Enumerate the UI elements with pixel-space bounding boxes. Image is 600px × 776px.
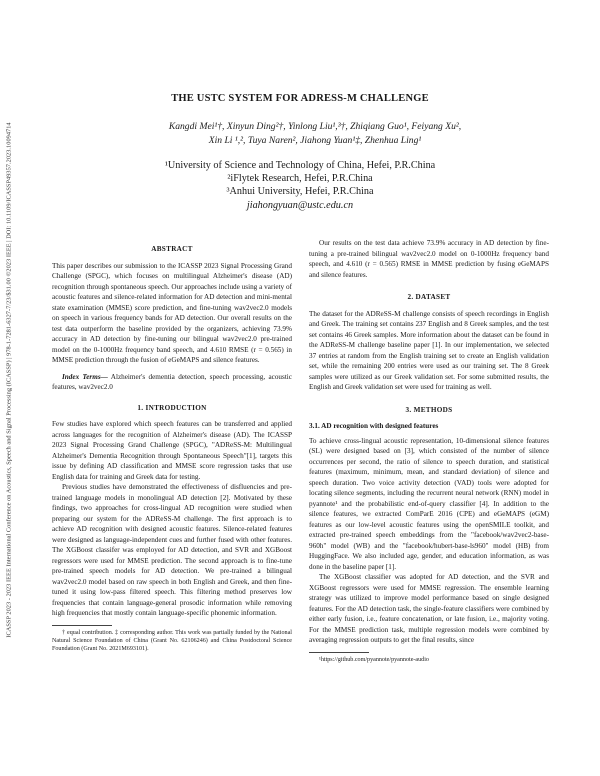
right-column <box>309 238 549 664</box>
methods-paragraph-2: The XGBoost classifier was adopted for AD detection, and the SVR and XGBoost regressors were used for MMSE regression. The ensemble learning strategy was utilized to improve model performance based on single designed features. For the AD detection task, the single-feature classifiers were combined by either early fusion, i.e., feature concatenation, or late fusion, i.e., majority voting. For the MMSE prediction task, multiple regression models were combined by averaging regression outputs to get the final results, since <box>309 573 549 644</box>
contact-email: jiahongyuan@ustc.edu.cn <box>246 200 354 211</box>
methods-paragraph-1: To achieve cross-lingual acoustic representation, 10-dimensional silence features (SL) were designed based on [3], which consisted of the number of silence occurrences per second, the ratio of silence to speech duration, and statistical features (maximum, minimum, mean, and standard deviation) of silence and speech duration. Two voice activity detection (VAD) tools were adopted for locating silence segments, including the recurrent neural network (RNN) model in pyannote¹ and the probabilistic end-of-query classifier [4]. In addition to the silence features, we extracted ComParE 2016 (CPE) and eGeMAPS (eGM) features as our low-level acoustic features using the openSMILE toolkit, and extracted pre-trained speech embeddings from the "facebook/wav2vec2-base-960h" model (WB) and the "facebook/hubert-base-ls960" model (HB) from HuggingFace. We also included age, gender, and education information, as was done in the baseline paper [1]. <box>309 436 549 571</box>
index-terms-text: Alzheimer's dementia detection, speech processing, acoustic features, wav2vec2.0 <box>52 372 292 391</box>
affiliation-2: ²iFlytek Research, Hefei, P.R.China <box>227 173 373 184</box>
affiliation-1: ¹University of Science and Technology of China, Hefei, P.R.China <box>164 160 436 171</box>
index-terms-label: Index Terms— <box>62 372 108 381</box>
abstract-heading: ABSTRACT <box>151 245 193 253</box>
footnote-pyannote: ¹https://github.com/pyannote/pyannote-audio <box>319 656 429 663</box>
dataset-heading: 2. DATASET <box>407 293 451 301</box>
intro-paragraph-2: Previous studies have demonstrated the effectiveness of disfluencies and pre-trained language models in monolingual AD detection [2]. Motivated by these findings, two approaches for cross-lingual AD recognition were studied when preparing our system for the ADReSS-M challenge. The first approach is to achieve AD recognition with designed acoustic features. Silence-related features were designed as language-independent cues and further fused with other features. The XGBoost classifer was employed for AD detection, and SVR and XGBoost regressors were used for MMSE prediction. The second approach is to fine-tune pre-trained speech models for AD detection. We pre-trained a bilingual wav2vec2.0 model based on raw speech in both English and Greek, and then fine-tuned it using low-pass filtered speech. This filtering method preserves low frequencies that contain language-general prosodic information while removing high frequencies that mostly contain language-specific phonemic information. <box>52 483 292 617</box>
subsection-heading: 3.1. AD recognition with designed features <box>309 422 439 430</box>
dataset-paragraph: The dataset for the ADReSS-M challenge consists of speech recordings in English and Greek. The training set contains 237 English and 8 Greek samples, and the test set contains 46 Greek samples. More information about the dataset can be found in the ADReSS-M challenge baseline paper [1]. In our implementation, we selected 37 entries at random from the English training set to create an English validation set, while the remaining 200 entries were used as our training set. The 8 Greek samples were utilized as our Greek validation set. For some submitted results, the English and Greek validation set were used for training as well. <box>309 309 549 391</box>
footnote-rule-right <box>309 652 369 653</box>
ieee-sidebar <box>2 60 16 700</box>
index-terms <box>52 372 292 393</box>
intro-heading: 1. INTRODUCTION <box>137 403 207 412</box>
footnote-funding: † equal contribution. ‡ corresponding author. This work was partially funded by the National Natural Science Foundation of China (Grant No. 62106246) and China Postdoctoral Science Foundation (Grant No. 2021M693101). <box>52 629 292 652</box>
methods-heading: 3. METHODS <box>405 405 453 414</box>
affiliation-3: ³Anhui University, Hefei, P.R.China <box>226 186 374 197</box>
author-line-2: Xin Li ¹,², Tuya Naren², Jiahong Yuan¹‡, Zhenhua Ling¹ <box>208 134 422 146</box>
results-paragraph: Our results on the test data achieve 73.9% accuracy in AD detection by fine-tuning a pre-trained bilingual wav2vec2.0 model on 0-1000Hz frequency band speech, and 4.610 (r = 0.565) RMSE in MMSE prediction by fusing eGeMAPS and silence features. <box>309 239 549 279</box>
sidebar-citation: ICASSP 2023 - 2023 IEEE International Conference on Acoustics, Speech and Signal Processing (ICASSP) | 978-1-7281-6327-7/23/$31.00 ©2023 IEEE | DOI: 10.1109/ICASSP49357.2023.10094714 <box>5 122 13 638</box>
footnote-rule <box>52 625 112 626</box>
left-column <box>52 238 292 653</box>
author-line-1: Kangdi Mei¹†, Xinyun Ding²†, Yinlong Liu¹,³†, Zhiqiang Guo¹, Feiyang Xu², <box>168 121 462 132</box>
author-list <box>90 120 540 147</box>
paper-title: THE USTC SYSTEM FOR ADRESS-M CHALLENGE <box>171 93 429 104</box>
intro-paragraph-1: Few studies have explored which speech features can be transferred and applied across languages for the recognition of Alzheimer's disease (AD). The ICASSP 2023 Signal Processing Grand Challenge (SPGC), "ADReSS-M: Multilingual Alzheimer's Dementia Recognition through Spontaneous Speech"[1], targets this issue by defining AD classification and MMSE score regression tasks that use English data for training and Greek data for testing. <box>52 420 292 481</box>
abstract-body: This paper describes our submission to the ICASSP 2023 Signal Processing Grand Challenge (SPGC), which focuses on multilingual Alzheimer's disease (AD) recognition through spontaneous speech. Our approaches include using a variety of acoustic features and silence-related information for AD detection and mini-mental state examination (MMSE) score prediction, and fine-tuning wav2vec2.0 models on speech in various frequency bands for AD detection. Our overall results on the test data outperform the baseline provided by the organizers, achieving 73.9% accuracy in AD detection by fine-tuning our bilingual wav2vec2.0 pre-trained model on the 0-1000Hz frequency band speech, and 4.610 RMSE (r = 0.565) in MMSE prediction through the fusion of eGeMAPS and silence features. <box>52 261 292 364</box>
